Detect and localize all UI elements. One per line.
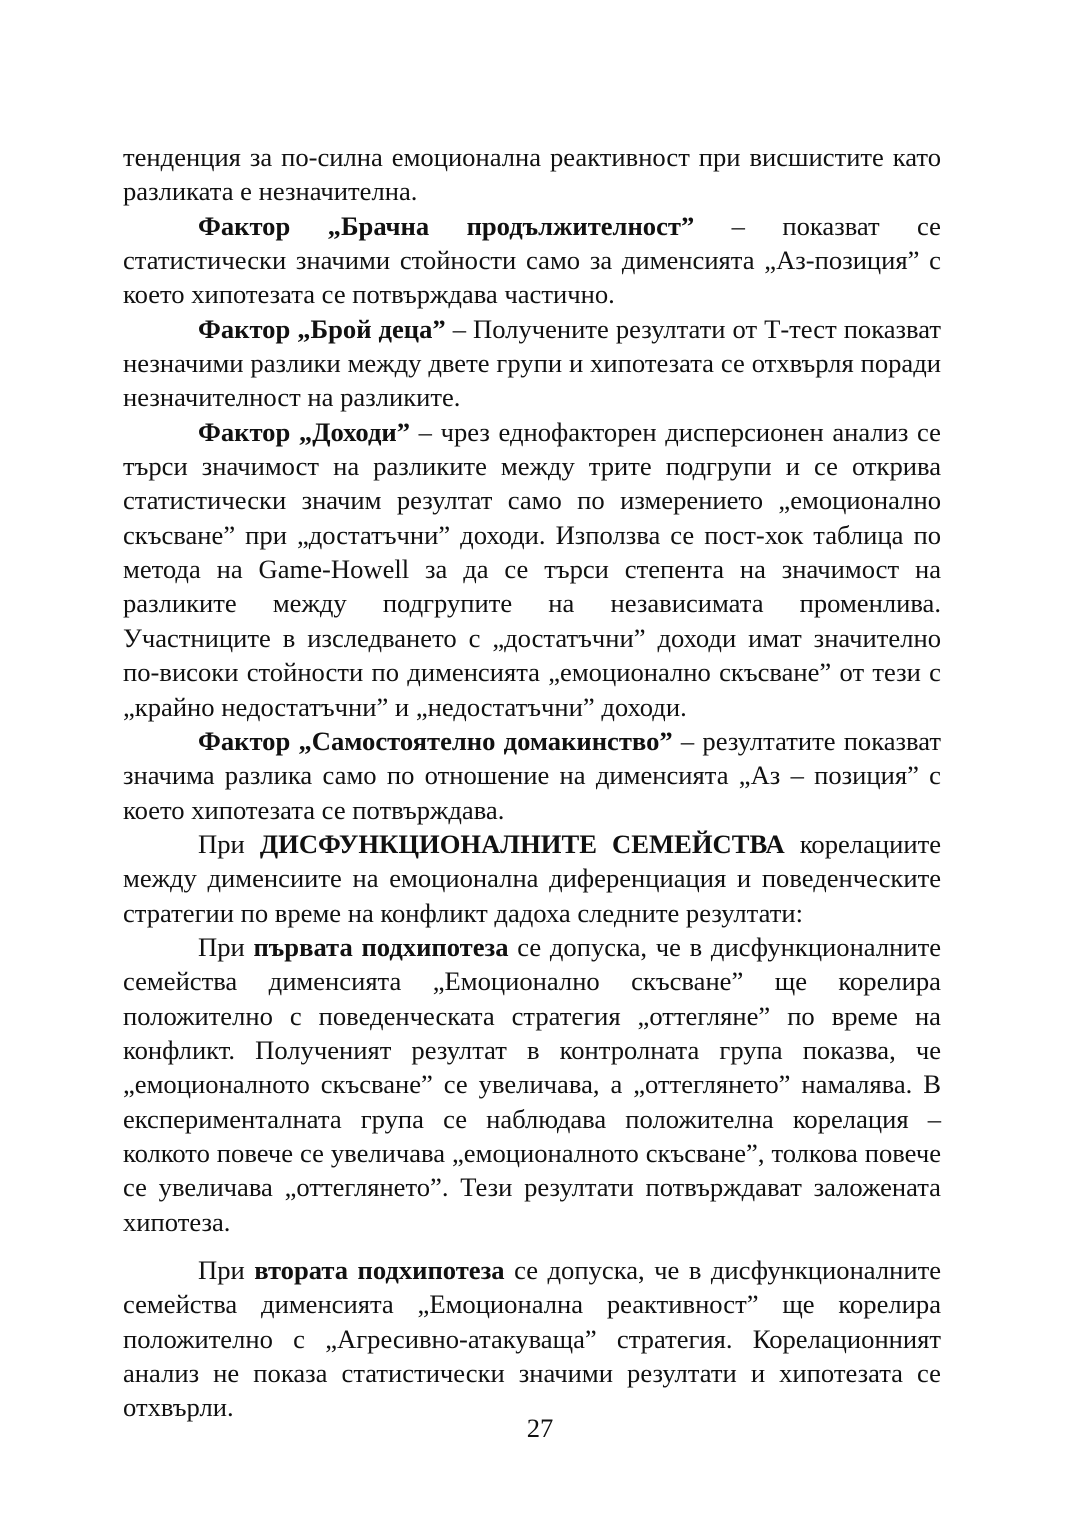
paragraph-heading: Фактор „Самостоятелно домакинство” (198, 725, 673, 756)
paragraph-text: – резултатите показват значима разлика само по отношение на дименсията „Аз – позиция” с което хипотезата се потвърждава. (123, 725, 941, 825)
paragraph-text: – чрез еднофакторен дисперсионен анализ се търси значимост на разликите между трите подгрупи и се открива статистически значим резултат само по измерението „емоционално скъсване” при „достатъчни” доходи. Използва се пост-хок таблица по метода на Game-Howell за да се търси степента на значимост на разликите между подгрупите на независимата променлива. Участниците в изследването с „достатъчни” доходи имат значително по-високи стойности по дименсията „емоционално скъсване” от тези с „крайно недостатъчни” и „недостатъчни” доходи. (123, 416, 941, 722)
paragraph-text: корелациите между дименсиите на емоционална диференциация и поведенческите стратегии по време на конфликт дадоха следните резултати: (123, 828, 942, 928)
paragraph-heading: Фактор „Брой деца” (198, 313, 446, 344)
paragraph-heading: ДИСФУНКЦИОНАЛНИТЕ СЕМЕЙСТВА (259, 828, 785, 859)
paragraph-prefix: При (198, 828, 260, 859)
paragraph-first-subhypothesis (123, 930, 941, 1239)
paragraph-heading: първата подхипотеза (253, 931, 509, 962)
paragraph-text: тенденция за по-силна емоционална реактивност при висшистите като разликата е незначителна. (123, 142, 941, 207)
paragraph-text: – показват се статистически значими стойности само за дименсията „Аз-позиция” с което хипотезата се потвърждава частично. (123, 210, 941, 310)
page-number: 27 (526, 1413, 554, 1443)
paragraph-prefix: При (198, 931, 254, 962)
paragraph-dysfunctional-families (123, 827, 941, 930)
paragraph-heading: втората подхипотеза (254, 1255, 505, 1285)
paragraph-prefix: При (198, 1255, 255, 1285)
paragraph-heading: Фактор „Брачна продължителност” (198, 210, 695, 241)
page-body (123, 140, 941, 1425)
paragraph-factor-income (123, 415, 941, 724)
paragraph-heading: Фактор „Доходи” (198, 416, 411, 447)
paragraph-factor-children (123, 312, 941, 415)
paragraph-factor-household (123, 724, 941, 827)
paragraph-text: се допуска, че в дисфункционалните семейства димeнсията „Емоционално скъсване” ще корелира положително с поведенческата стратегия „оттегляне” по време на конфликт. Полученият резултат в контролната група показва, че „емоционалното скъсване” се увеличава, а „оттеглянето” намалява. В експерименталната група се наблюдава положителна корелация – колкото повече се увеличава „емоционалното скъсване”, толкова повече се увеличава „оттеглянето”. Тези резултати потвърждават заложената хипотеза. (123, 931, 942, 1237)
paragraph-text: – Получените резултати от Т-тест показват незначими разлики между двете групи и хипотезата се отхвърля поради незначителност на разликите. (123, 313, 941, 413)
paragraph-text: се допуска, че в дисфункционалните семейства димeнсията „Емоционална реактивност” ще корелира положително с „Агресивно-атакуваща” стратегия. Корелационният анализ не показа статистически значими резултати и хипотезата се отхвърли. (123, 1255, 941, 1423)
paragraph-continuation (123, 140, 941, 209)
paragraph-factor-marriage-duration (123, 209, 941, 312)
paragraph-second-subhypothesis (123, 1253, 941, 1425)
